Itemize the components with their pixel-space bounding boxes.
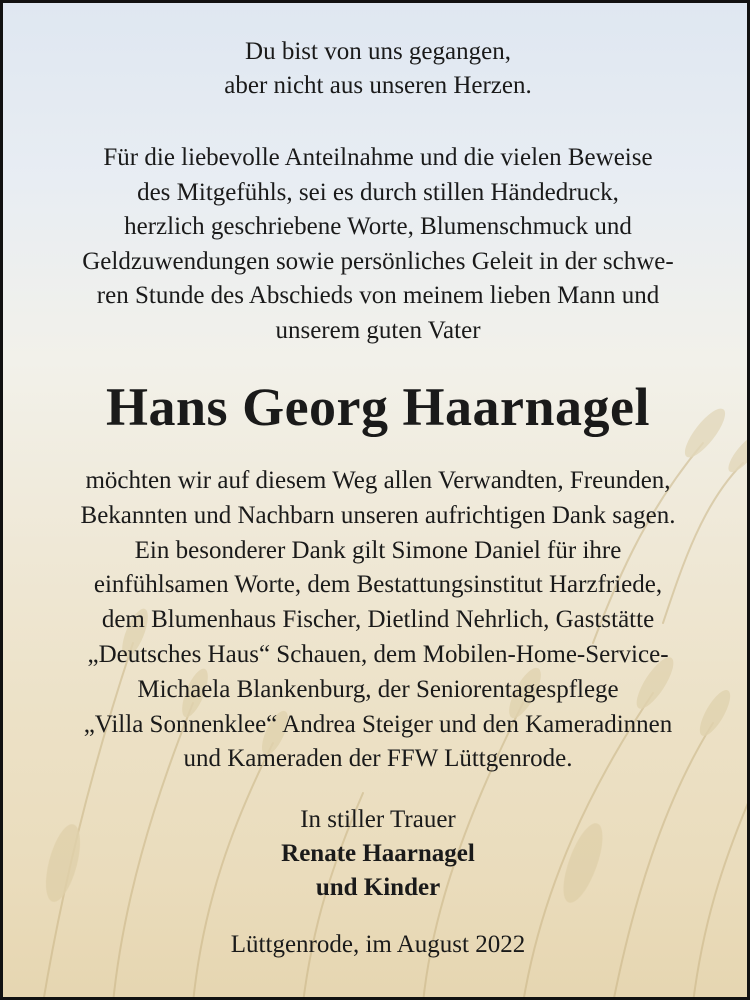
gratitude-line: Geldzuwendungen sowie persönliches Geleit in der schwe- <box>82 247 674 275</box>
intro-line: aber nicht aus unseren Herzen. <box>224 72 532 99</box>
thanks-line: und Kameraden der FFW Lüttgenrode. <box>183 745 573 773</box>
thanks-line: Ein besonderer Dank gilt Simone Daniel für ihre <box>134 536 622 564</box>
mourning-label: In stiller Trauer <box>300 806 456 833</box>
thanks-paragraph <box>3 464 750 777</box>
deceased-name: Hans Georg Haarnagel <box>106 377 650 437</box>
thanks-line: dem Blumenhaus Fischer, Dietlind Nehrlich, Gaststätte <box>101 606 655 634</box>
mourning-signature <box>3 803 750 905</box>
mourner-name: und Kinder <box>315 874 441 901</box>
thanks-line: „Deutsches Haus“ Schauen, dem Mobilen-Home-Service- <box>87 640 669 668</box>
gratitude-line: des Mitgefühls, sei es durch stillen Händedruck, <box>137 178 619 206</box>
thanks-line: Michaela Blankenburg, der Seniorentagespflege <box>137 675 619 703</box>
thanks-line: einfühlsamen Worte, dem Bestattungsinstitut Harzfriede, <box>93 571 663 599</box>
gratitude-line: unserem guten Vater <box>275 316 481 344</box>
intro-verse <box>3 35 750 103</box>
gratitude-line: herzlich geschriebene Worte, Blumenschmuck und <box>124 213 632 240</box>
intro-line: Du bist von uns gegangen, <box>245 38 511 65</box>
gratitude-line: ren Stunde des Abschieds von meinem lieben Mann und <box>96 282 660 309</box>
gratitude-line: Für die liebevolle Anteilnahme und die vielen Beweise <box>103 144 653 171</box>
thanks-line: Bekannten und Nachbarn unseren aufrichtigen Dank sagen. <box>80 501 676 529</box>
thanks-line: möchten wir auf diesem Weg allen Verwandten, Freunden, <box>85 467 671 494</box>
mourner-name: Renate Haarnagel <box>281 840 475 867</box>
gratitude-paragraph <box>3 141 750 348</box>
place-date: Lüttgenrode, im August 2022 <box>230 931 526 958</box>
thanks-line: „Villa Sonnenklee“ Andrea Steiger und den Kameradinnen <box>83 710 673 738</box>
